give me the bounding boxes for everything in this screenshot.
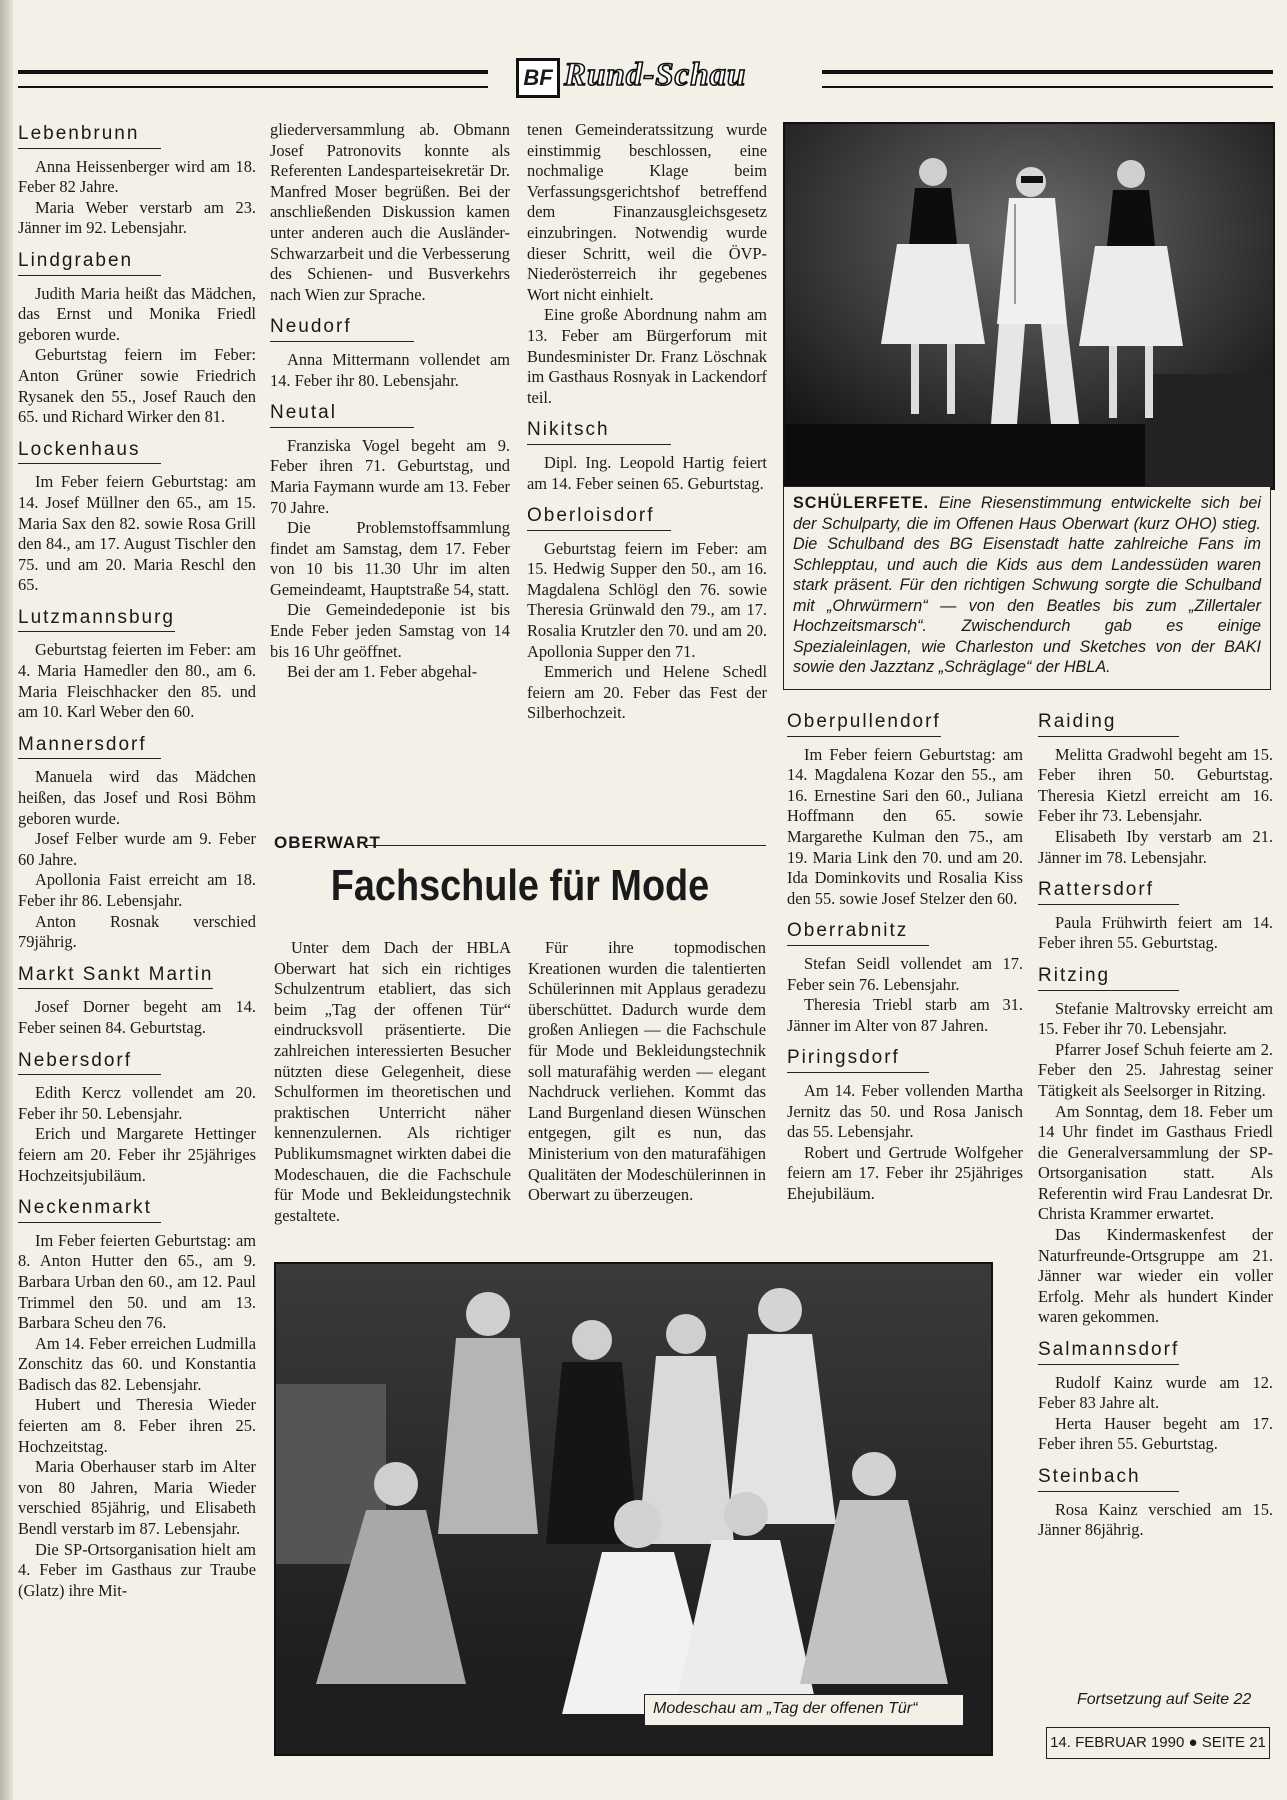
- article-paragraph: Für ihre topmodischen Kreationen wurden die talentierten Schülerinnen mit Applaus geradezu überschüttet. Dadurch wurde dem großen Anliegen — die Fachschule für Mode und Bekleidungstechnik soll maturafähig werden — elegant Nachdruck verliehen. Kommt das Land Burgenland diesen Wünschen entgegen, gilt es nun, das Ministerium von den maturafähigen Qualitäten der Modeschülerinnen in Oberwart zu überzeugen.: [528, 938, 766, 1205]
- paragraph: Melitta Gradwohl begeht am 15. Feber ihren 50. Geburtstag. Theresia Kietzl erreicht am 16. Feber ihr 73. Lebensjahr.: [1038, 744, 1273, 826]
- section-heading-neudorf: Neudorf: [270, 317, 414, 342]
- column-5: [1038, 712, 1273, 1541]
- paragraph: Josef Dorner begeht am 14. Feber seinen 84. Geburtstag.: [18, 997, 256, 1037]
- column-1: [18, 124, 256, 1601]
- paragraph: Edith Kercz vollendet am 20. Feber ihr 50. Lebensjahr.: [18, 1083, 256, 1123]
- paragraph: Judith Maria heißt das Mädchen, das Ernst und Monika Friedl geboren wurde.: [18, 283, 256, 344]
- section-heading-oberrabnitz: Oberrabnitz: [787, 921, 929, 946]
- masthead: [18, 56, 1273, 98]
- article-kicker-text: OBERWART: [274, 833, 381, 852]
- photo-schuelerfete-caption: [783, 486, 1271, 690]
- article-kicker: [274, 833, 766, 853]
- paragraph: Paula Frühwirth feiert am 14. Feber ihren 55. Geburtstag.: [1038, 912, 1273, 953]
- article-column-a: [274, 938, 511, 1226]
- column-3: [527, 120, 767, 724]
- paragraph: Stefanie Maltrovsky erreicht am 15. Feber ihr 70. Lebensjahr.: [1038, 998, 1273, 1039]
- paragraph: Franziska Vogel begeht am 9. Feber ihren 71. Geburtstag, und Maria Faymann wurde am 13. Feber 70 Jahre.: [270, 435, 510, 517]
- photo-schuelerfete-image: [785, 124, 1273, 488]
- masthead-title: Rund-Schau: [564, 57, 747, 93]
- paragraph: Josef Felber wurde am 9. Feber 60 Jahre.: [18, 829, 256, 869]
- paragraph: Apollonia Faist erreicht am 18. Feber ihr 86. Lebensjahr.: [18, 870, 256, 910]
- paragraph: Theresia Triebl starb am 31. Jänner im Alter von 87 Jahren.: [787, 995, 1023, 1035]
- paragraph: Im Feber feiern Geburtstag: am 14. Josef Müllner den 65., am 15. Maria Sax den 82. sowie Rosa Grill den 84., am 17. August Tischler den 75. und am 20. Maria Reschl den 65.: [18, 472, 256, 595]
- article-kicker-rule: [366, 845, 766, 846]
- paragraph: Am 14. Feber erreichen Ludmilla Zonschitz das 60. und Konstantia Badisch das 82. Lebensjahr.: [18, 1333, 256, 1394]
- section-heading-nebersdorf: Nebersdorf: [18, 1051, 161, 1076]
- section-heading-lebenbrunn: Lebenbrunn: [18, 124, 161, 149]
- masthead-logo: BF: [516, 58, 560, 98]
- section-heading-lutzmannsburg: Lutzmannsburg: [18, 608, 175, 633]
- paragraph: Elisabeth Iby verstarb am 21. Jänner im 78. Lebensjahr.: [1038, 826, 1273, 867]
- paragraph: Pfarrer Josef Schuh feierte am 2. Feber den 25. Jahrestag seiner Tätigkeit als Seelsorger in Ritzing.: [1038, 1039, 1273, 1100]
- paragraph: Die SP-Ortsorganisation hielt am 4. Feber im Gasthaus zur Traube (Glatz) ihre Mit-: [18, 1539, 256, 1600]
- photo-modeschau-image: [276, 1264, 991, 1754]
- paragraph: Die Problemstoffsammlung findet am Samstag, dem 17. Feber von 10 bis 11.30 Uhr im alten Gemeindeamt, Hauptstraße 54, statt.: [270, 518, 510, 599]
- continued-note: Fortsetzung auf Seite 22: [1077, 1691, 1252, 1708]
- paragraph: Anton Rosnak verschied 79jährig.: [18, 911, 256, 952]
- column-4: [787, 712, 1023, 1204]
- masthead-rule-right: [822, 70, 1273, 88]
- paragraph: Rosa Kainz verschied am 15. Jänner 86jährig.: [1038, 1499, 1273, 1540]
- column-2: [270, 120, 510, 683]
- photo-modeschau: [274, 1262, 993, 1756]
- paragraph: Maria Oberhauser starb im Alter von 80 Jahren, Maria Wieder verschied 85jährig, und Elisabeth Bendl verstarb im 87. Lebensjahr.: [18, 1457, 256, 1539]
- paragraph: Eine große Abordnung nahm am 13. Feber am Bürgerforum mit Bundesminister Dr. Franz Löschnak im Gasthaus Rosnyak in Lackendorf teil.: [527, 305, 767, 407]
- caption-text: Eine Riesenstimmung entwickelte sich bei der Schulparty, die im Offenen Haus Oberwart (kurz OHO) stieg. Die Schulband des BG Eisenstadt hatte zahlreiche Fans im Schlepptau, und auch die Kids aus dem Landessüden waren stark präsent. Für den richtigen Schwung sorgte die Schulband mit „Ohrwürmern“ — von den Beatles bis zum „Zillertaler Hochzeitsmarsch“. Zwischendurch gab es einige Spezialeinlagen, wie Charleston und Sketches von der BAKI sowie den Jazztanz „Schräglage“ der HBLA.: [793, 494, 1261, 676]
- paragraph: Im Feber feiern Geburtstag: am 14. Magdalena Kozar den 55., am 16. Ernestine Sari den 60., Juliana Hoffmann den 65. sowie Margarethe Kulman den 75., am 19. Maria Link den 70. und am 20. Ida Dominkovits und Rosalia Kiss den 55. sowie Josef Stelzer den 60.: [787, 744, 1023, 908]
- paragraph: Die Gemeindedeponie ist bis Ende Feber jeden Samstag von 14 bis 16 Uhr geöffnet.: [270, 600, 510, 661]
- section-heading-rattersdorf: Rattersdorf: [1038, 880, 1179, 905]
- paragraph: Maria Weber verstarb am 23. Jänner im 92. Lebensjahr.: [18, 197, 256, 238]
- section-heading-ritzing: Ritzing: [1038, 966, 1179, 991]
- paragraph: Stefan Seidl vollendet am 17. Feber sein 76. Lebensjahr.: [787, 953, 1023, 994]
- caption-lead: SCHÜLERFETE.: [793, 494, 930, 512]
- paragraph: Bei der am 1. Feber abgehal-: [287, 662, 478, 682]
- masthead-rule-left: [18, 70, 488, 88]
- paragraph: Dipl. Ing. Leopold Hartig feiert am 14. Feber seinen 65. Geburtstag.: [527, 452, 767, 493]
- section-heading-markt-sankt-martin: Markt Sankt Martin: [18, 965, 213, 990]
- article-paragraph: Unter dem Dach der HBLA Oberwart hat sich ein richtiges Schulzentrum etabliert, das sich beim „Tag der offenen Tür“ eindrucksvoll präsentierte. Die zahlreichen interessierten Besucher nützten diese Gelegenheit, diese Schulformen im theoretischen und praktischen Unterricht näher kennenzulernen. Als richtiger Publikumsmagnet wirkten dabei die Modeschauen, die die Fachschule für Mode und Bekleidungstechnik gestaltete.: [274, 938, 511, 1225]
- paragraph: Anna Mittermann vollendet am 14. Feber ihr 80. Lebensjahr.: [270, 349, 510, 390]
- article-column-b: [528, 938, 766, 1206]
- page-footer: 14. FEBRUAR 1990 ● SEITE 21: [1046, 1727, 1270, 1759]
- paragraph: Emmerich und Helene Schedl feiern am 20. Feber das Fest der Silberhochzeit.: [527, 662, 767, 723]
- section-heading-oberloisdorf: Oberloisdorf: [527, 506, 671, 531]
- section-heading-steinbach: Steinbach: [1038, 1467, 1179, 1492]
- paragraph: gliederversammlung ab. Obmann Josef Patronovits konnte als Referenten Landesparteisekretär Dr. Manfred Moser begrüßen. Bei der anschließenden Diskussion kamen unter anderen auch die Ausländer-Schwarzarbeit und die Verbesserung des Schienen- und Busverkehrs nach Wien zur Sprache.: [270, 120, 510, 304]
- paragraph: Manuela wird das Mädchen heißen, das Josef und Rosi Böhm geboren wurde.: [18, 767, 256, 828]
- paragraph: Am Sonntag, dem 18. Feber um 14 Uhr findet im Gasthaus Friedl die Generalversammlung der SP-Ortsorganisation statt. Als Referentin wird Frau Landesrat Dr. Christa Krammer erwartet.: [1038, 1101, 1273, 1224]
- paragraph: Anna Heissenberger wird am 18. Feber 82 Jahre.: [18, 156, 256, 197]
- section-heading-lindgraben: Lindgraben: [18, 251, 161, 276]
- article-headline: Fachschule für Mode: [330, 861, 710, 910]
- section-heading-salmannsdorf: Salmannsdorf: [1038, 1340, 1179, 1365]
- page-edge: [0, 0, 13, 1800]
- section-heading-mannersdorf: Mannersdorf: [18, 735, 161, 760]
- paragraph: Robert und Gertrude Wolfgeher feiern am 17. Feber ihr 25jähriges Ehejubiläum.: [787, 1142, 1023, 1203]
- section-heading-piringsdorf: Piringsdorf: [787, 1048, 929, 1073]
- paragraph: Geburtstag feiern im Feber: am 15. Hedwig Supper den 50., am 16. Magdalena Schlögl den 76. sowie Theresia Grünwald den 79., am 17. Rosalia Krutzler den 70. und am 20. Apollonia Supper den 71.: [527, 538, 767, 661]
- paragraph: Das Kindermaskenfest der Naturfreunde-Ortsgruppe am 21. Jänner war wieder ein voller Erfolg. Mehr als hundert Kinder waren gekommen.: [1038, 1225, 1273, 1327]
- paragraph: Geburtstag feiern im Feber: Anton Grüner sowie Friedrich Rysanek den 55., Josef Rauch den 65. und Richard Wirker den 81.: [18, 345, 256, 427]
- paragraph: Hubert und Theresia Wieder feierten am 8. Feber ihren 25. Hochzeitstag.: [18, 1395, 256, 1456]
- paragraph: Im Feber feierten Geburtstag: am 8. Anton Hutter den 65., am 9. Barbara Urban den 60., am 12. Paul Trimmel den 50. und am 13. Barbara Scheu den 76.: [18, 1230, 256, 1333]
- section-heading-lockenhaus: Lockenhaus: [18, 440, 161, 465]
- paragraph: tenen Gemeinderatssitzung wurde einstimmig beschlossen, eine nochmalige Klage beim Verfassungsgerichtshof betreffend dem Finanzausgleichsgesetz einzubringen. Notwendig wurde dieser Schritt, weil die ÖVP-Niederösterreich ihr gegebenes Wort nicht einhielt.: [527, 120, 767, 304]
- section-heading-nikitsch: Nikitsch: [527, 420, 671, 445]
- paragraph: Erich und Margarete Hettinger feiern am 20. Feber ihr 25jähriges Hochzeitsjubiläum.: [18, 1124, 256, 1185]
- paragraph: Rudolf Kainz wurde am 12. Feber 83 Jahre alt.: [1038, 1372, 1273, 1413]
- section-heading-oberpullendorf: Oberpullendorf: [787, 712, 941, 737]
- paragraph: Am 14. Feber vollenden Martha Jernitz das 50. und Rosa Janisch das 55. Lebensjahr.: [787, 1080, 1023, 1142]
- section-heading-neckenmarkt: Neckenmarkt: [18, 1198, 161, 1223]
- section-heading-raiding: Raiding: [1038, 712, 1179, 737]
- section-heading-neutal: Neutal: [270, 403, 414, 428]
- paragraph: Herta Hauser begeht am 17. Feber ihren 55. Geburtstag.: [1038, 1413, 1273, 1454]
- photo-schuelerfete: [783, 122, 1275, 490]
- paragraph: Geburtstag feierten im Feber: am 4. Maria Hamedler den 80., am 6. Maria Fleischhacker den 85. und am 10. Karl Weber den 60.: [18, 640, 256, 722]
- photo-modeschau-caption: Modeschau am „Tag der offenen Tür“: [644, 1694, 964, 1726]
